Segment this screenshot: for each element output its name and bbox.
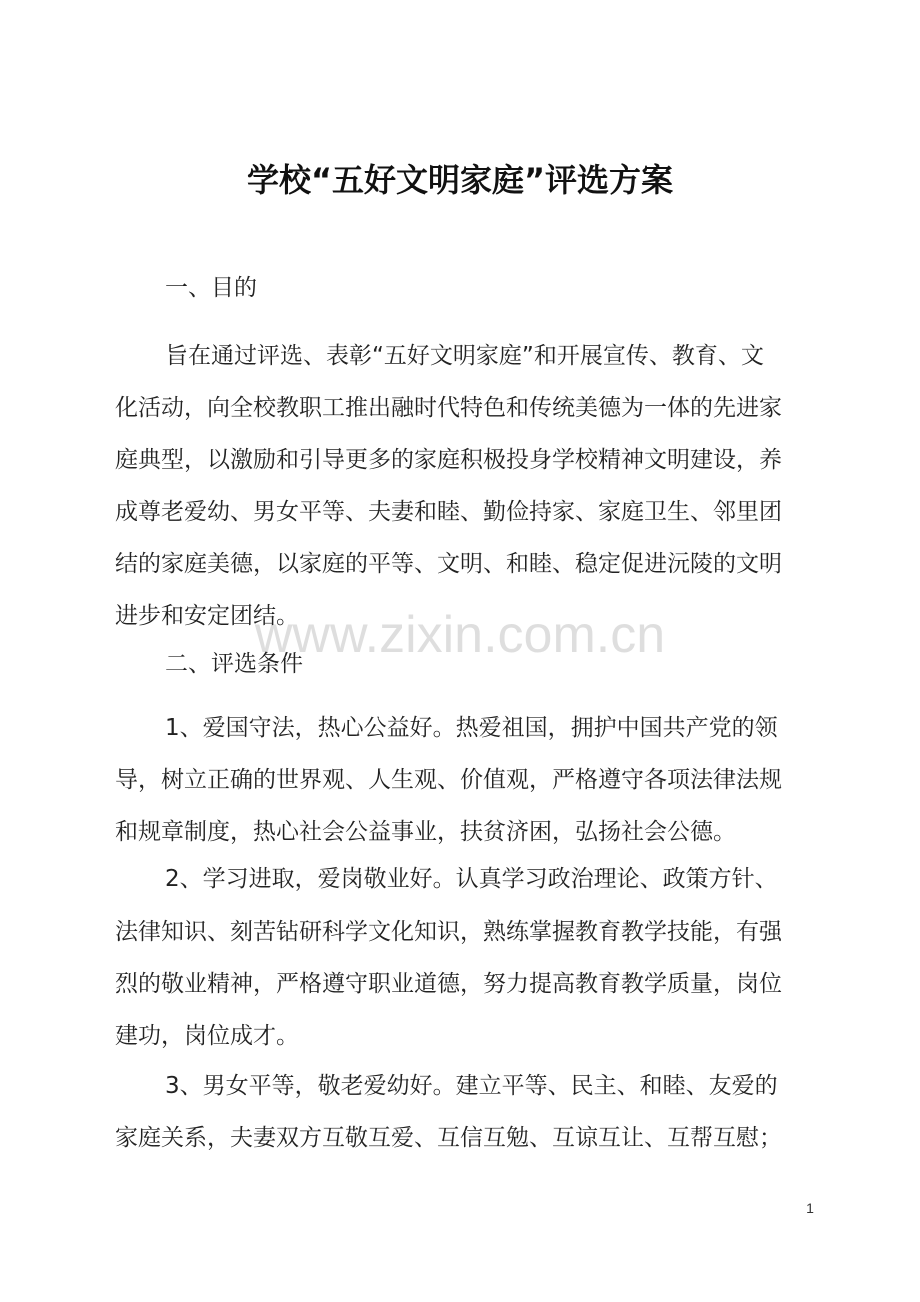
text-line: 2、学习进取，爱岗敬业好。认真学习政治理论、政策方针、 <box>165 866 778 892</box>
text-line: 烈的敬业精神，严格遵守职业道德，努力提高教育教学质量，岗位 <box>115 971 782 997</box>
text-line: 化活动，向全校教职工推出融时代特色和传统美德为一体的先进家 <box>115 395 782 421</box>
document-title: 学校“五好文明家庭”评选方案 <box>246 161 674 199</box>
text-line: 法律知识、刻苦钻研科学文化知识，熟练掌握教育教学技能，有强 <box>115 919 782 945</box>
watermark: www.zixin.com.cn <box>254 606 666 664</box>
text-line: 导，树立正确的世界观、人生观、价值观，严格遵守各项法律法规 <box>115 767 782 793</box>
text-line: 一、目的 <box>165 275 257 301</box>
page-number: 1 <box>806 1200 814 1216</box>
text-line: 成尊老爱幼、男女平等、夫妻和睦、勤俭持家、家庭卫生、邻里团 <box>115 499 782 525</box>
text-line: 结的家庭美德，以家庭的平等、文明、和睦、稳定促进沅陵的文明 <box>115 551 782 577</box>
text-line: 二、评选条件 <box>165 651 303 677</box>
text-line: 庭典型，以激励和引导更多的家庭积极投身学校精神文明建设，养 <box>115 447 782 473</box>
text-line: 建功，岗位成才。 <box>115 1023 299 1049</box>
text-line: 旨在通过评选、表彰“五好文明家庭”和开展宣传、教育、文 <box>165 343 764 369</box>
text-line: 和规章制度，热心社会公益事业，扶贫济困，弘扬社会公德。 <box>115 819 736 845</box>
text-line: 1、爱国守法，热心公益好。热爱祖国，拥护中国共产党的领 <box>165 715 778 741</box>
text-line: 进步和安定团结。 <box>115 603 299 629</box>
text-line: 家庭关系，夫妻双方互敬互爱、互信互勉、互谅互让、互帮互慰； <box>115 1125 782 1151</box>
text-line: 3、男女平等，敬老爱幼好。建立平等、民主、和睦、友爱的 <box>165 1073 778 1099</box>
